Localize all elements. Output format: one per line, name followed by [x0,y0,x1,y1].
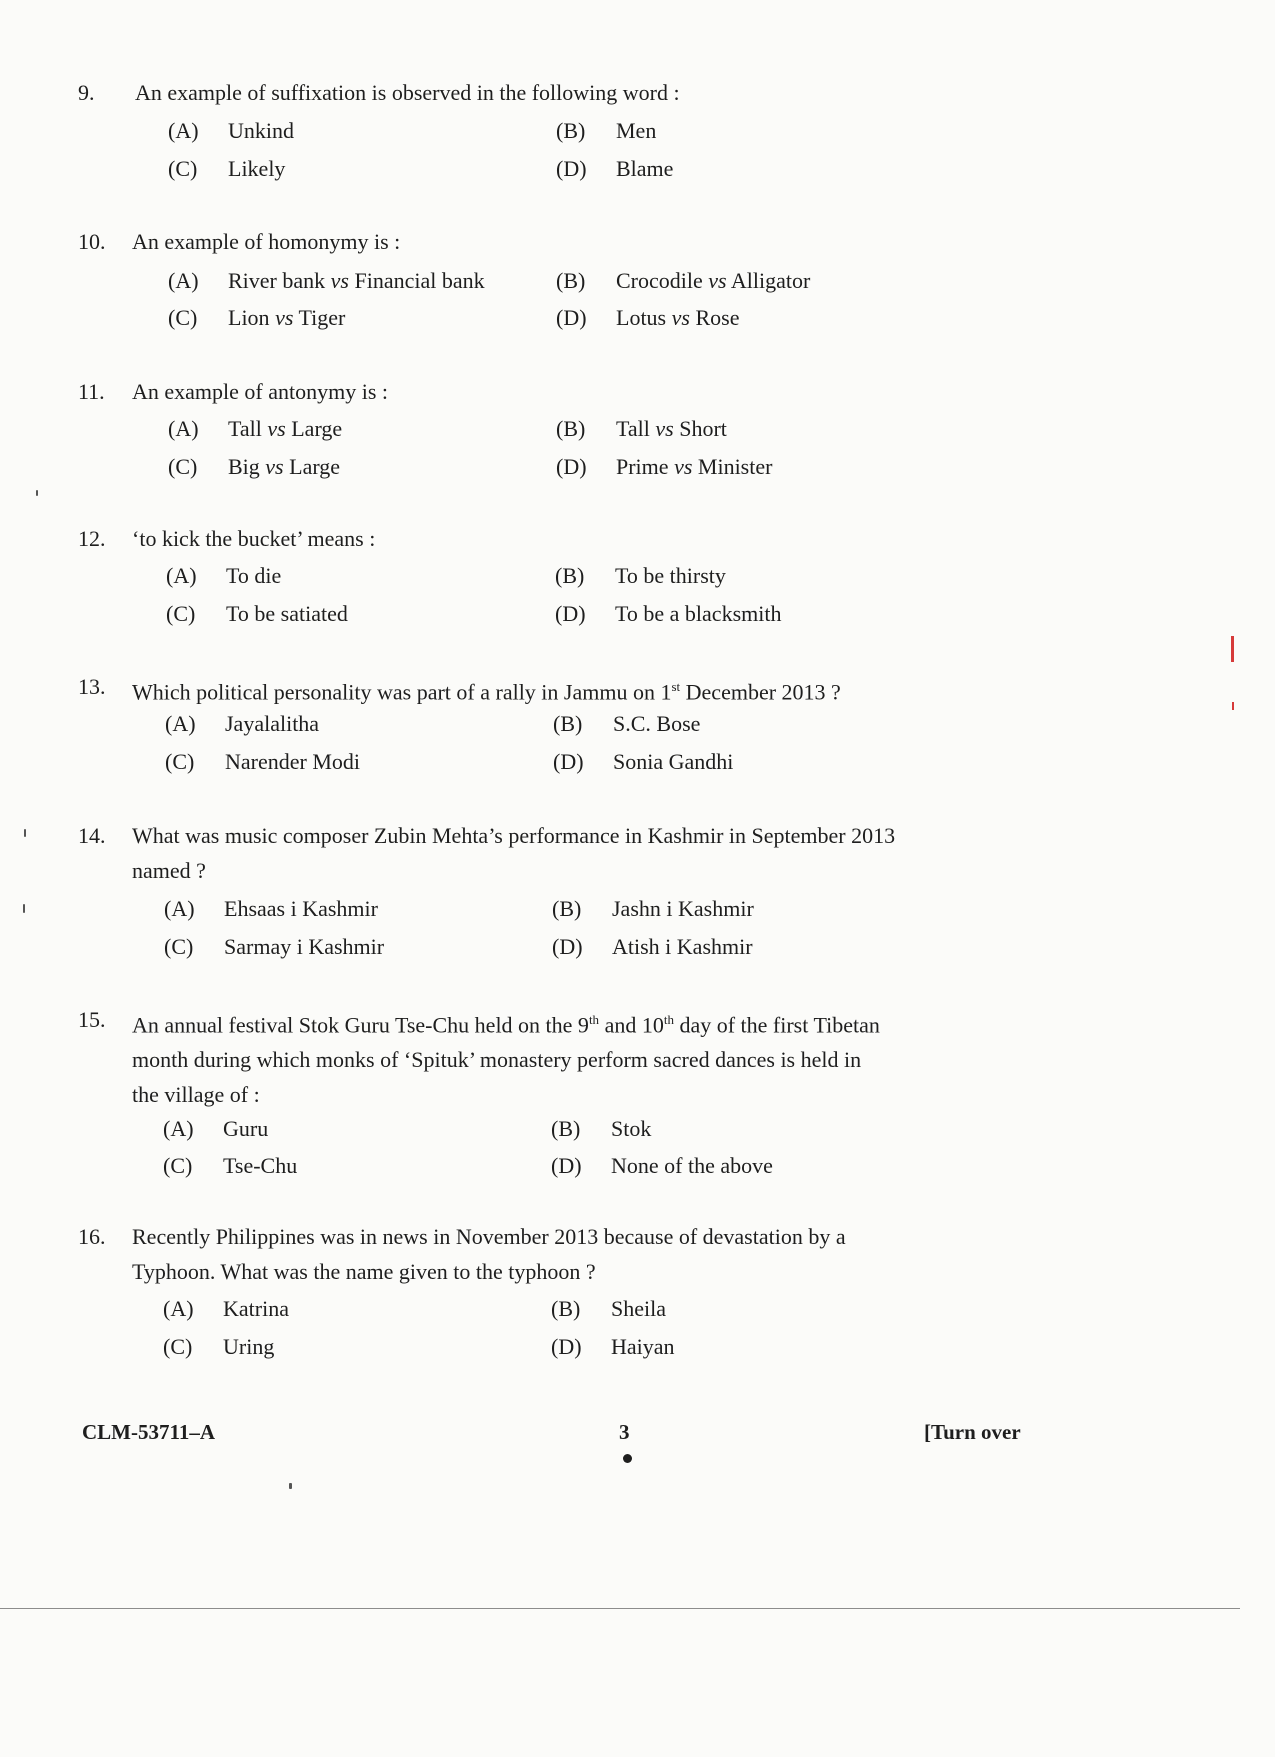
option-a[interactable]: (A) Ehsaas i Kashmir [164,895,378,921]
question-number: 13. [78,674,106,699]
option-d[interactable]: (D) Lotus vs Rose [556,304,740,330]
question-text: Recently Philippines was in news in November 2013 because of devastation by a Typhoon. What was the name given to the typhoon ? [132,1224,846,1284]
question-number: 16. [78,1224,106,1249]
option-c[interactable]: (C) Tse-Chu [163,1152,298,1178]
option-a[interactable]: (A) Guru [163,1115,269,1141]
question-number: 11. [78,379,105,404]
option-a[interactable]: (A) Tall vs Large [168,415,343,441]
question-number: 9. [78,80,95,105]
option-d[interactable]: (D) Prime vs Minister [556,453,773,479]
option-b[interactable]: (B) Jashn i Kashmir [552,895,754,921]
scan-speck [23,904,25,913]
question-text: An annual festival Stok Guru Tse-Chu held on the 9th and 10th day of the first Tibetan month during which monks of ‘Spituk’ monastery perform sacred dances is held in the village of : [132,1012,880,1108]
question-text: An example of homonymy is : [132,229,401,254]
option-c[interactable]: (C) Sarmay i Kashmir [164,933,385,959]
scan-speck [36,490,38,496]
option-a[interactable]: (A) River bank vs Financial bank [168,267,485,293]
red-margin-mark [1231,636,1234,662]
option-c[interactable]: (C) Likely [168,155,286,181]
question-text: ‘to kick the bucket’ means : [132,526,376,551]
scan-speck [289,1483,292,1489]
question-number: 10. [78,229,106,254]
option-b[interactable]: (B) S.C. Bose [553,710,701,736]
option-d[interactable]: (D) Blame [556,155,674,181]
question-text: What was music composer Zubin Mehta’s performance in Kashmir in September 2013 named ? [132,823,896,883]
paper-code: CLM-53711–A [82,1420,215,1444]
option-d[interactable]: (D) Sonia Gandhi [553,748,734,774]
option-d[interactable]: (D) Haiyan [551,1333,675,1359]
bottom-rule [0,1608,1240,1609]
question-text: An example of antonymy is : [132,379,389,404]
question-text: Which political personality was part of a rally in Jammu on 1st December 2013 ? [132,679,841,705]
turn-over-label: [Turn over [924,1420,1021,1444]
option-a[interactable]: (A) Unkind [168,117,294,143]
option-b[interactable]: (B) Men [556,117,657,143]
option-d[interactable]: (D) Atish i Kashmir [552,933,753,959]
option-b[interactable]: (B) To be thirsty [555,562,726,588]
option-d[interactable]: (D) To be a blacksmith [555,600,782,626]
option-b[interactable]: (B) Crocodile vs Alligator [556,267,811,293]
option-c[interactable]: (C) Lion vs Tiger [168,304,346,330]
option-b[interactable]: (B) Tall vs Short [556,415,727,441]
option-c[interactable]: (C) Big vs Large [168,453,341,479]
question-number: 12. [78,526,106,551]
option-b[interactable]: (B) Sheila [551,1295,666,1321]
option-a[interactable]: (A) Jayalalitha [165,710,320,736]
page-number: 3 [619,1420,630,1444]
option-c[interactable]: (C) Narender Modi [165,748,361,774]
option-c[interactable]: (C) To be satiated [166,600,348,626]
red-margin-mark [1232,702,1234,710]
option-b[interactable]: (B) Stok [551,1115,652,1141]
question-number: 14. [78,823,106,848]
option-a[interactable]: (A) Katrina [163,1295,289,1321]
question-number: 15. [78,1007,106,1032]
option-d[interactable]: (D) None of the above [551,1152,773,1178]
page-dot [623,1454,632,1463]
option-c[interactable]: (C) Uring [163,1333,275,1359]
question-text: An example of suffixation is observed in the following word : [135,80,680,105]
option-a[interactable]: (A) To die [166,562,282,588]
scan-speck [24,829,26,837]
